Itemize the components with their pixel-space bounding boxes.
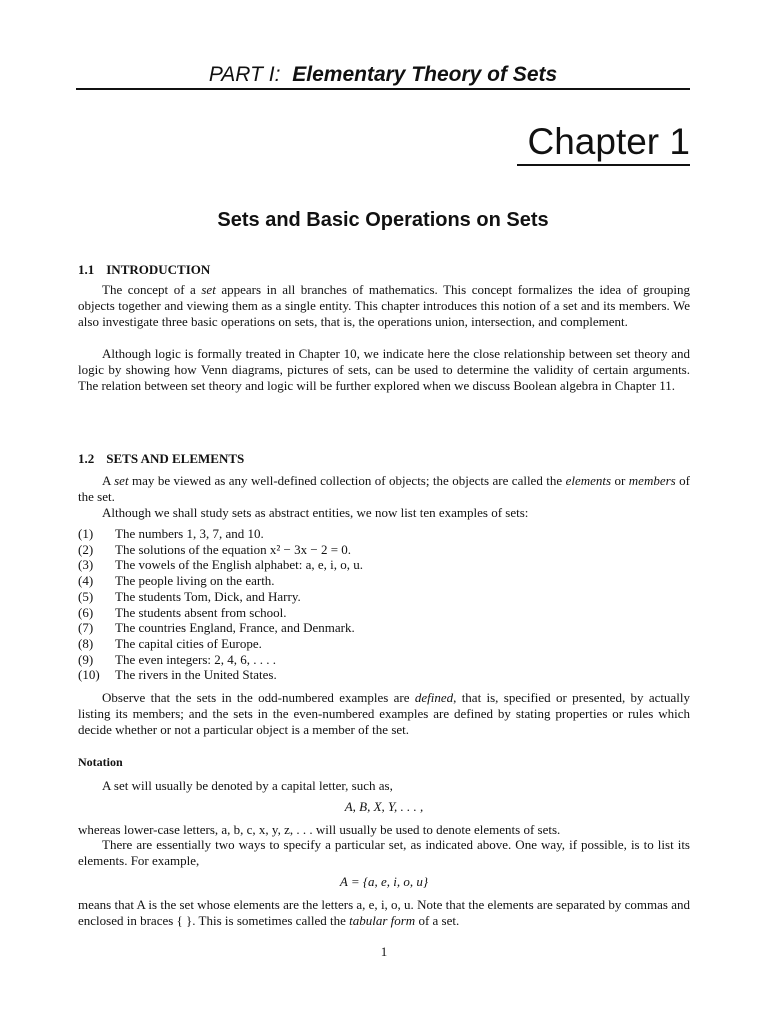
notation-paragraph-3: There are essentially two ways to specify a particular set, as indicated above. One way, if possible, is to list its elements. For example, — [78, 837, 690, 868]
intro-paragraph-1: The concept of a set appears in all branches of mathematics. This concept formalizes the idea of grouping objects together and viewing them as a single entity. This chapter introduces this notion of a set and its members. We also investigate three basic operations on sets, that is, the operations union, intersection, and complement. — [78, 282, 691, 329]
part-header-rule — [76, 88, 690, 90]
list-item: (6) The students absent from school. — [78, 604, 287, 620]
formula-capital-letters: A, B, X, Y, . . . , — [344, 799, 424, 814]
section-title: INTRODUCTION — [106, 262, 211, 277]
section-heading-introduction — [78, 262, 210, 278]
notation-paragraph-2: whereas lower-case letters, a, b, c, x, y, z, . . . will usually be used to denote elements of sets. — [78, 822, 561, 837]
examples-list — [78, 526, 690, 683]
sets-paragraph-1: A set may be viewed as any well-defined collection of objects; the objects are called the elements or members of the set. — [78, 473, 690, 504]
sets-paragraph-3: Observe that the sets in the odd-numbered examples are defined, that is, specified or presented, by actually listing its members; and the sets in the even-numbered examples are defined by stating properties or rules which decide whether or not a particular object is a member of the set. — [78, 690, 690, 737]
list-item: (4) The people living on the earth. — [78, 573, 275, 589]
list-item: (8) The capital cities of Europe. — [78, 635, 262, 651]
list-item: (10) The rivers in the United States. — [78, 667, 277, 683]
list-item: (5) The students Tom, Dick, and Harry. — [78, 588, 301, 604]
list-item: (2) The solutions of the equation x² − 3x − 2 = 0. — [78, 541, 352, 557]
section-number: 1.2 — [78, 451, 95, 466]
intro-paragraph-2: Although logic is formally treated in Chapter 10, we indicate here the close relationship between set theory and logic by showing how Venn diagrams, pictures of sets, can be used to determine the validity of certain arguments. The relation between set theory and logic will be further explored when we discuss Boolean algebra in Chapter 11. — [78, 346, 690, 393]
notation-paragraph-4: means that A is the set whose elements are the letters a, e, i, o, u. Note that the elements are separated by commas and enclosed in braces { }. This is sometimes called the tabular form of a set. — [78, 897, 690, 928]
chapter-title-rule — [517, 164, 690, 166]
page-number: 1 — [380, 944, 388, 959]
part-title: Elementary Theory of Sets — [292, 63, 558, 86]
section-number: 1.1 — [78, 262, 95, 277]
part-label: PART I: — [208, 63, 281, 86]
section-title: SETS AND ELEMENTS — [106, 451, 245, 466]
sets-paragraph-2: Although we shall study sets as abstract entities, we now list ten examples of sets: — [102, 505, 529, 520]
list-item: (7) The countries England, France, and Denmark. — [78, 620, 355, 636]
list-item: (9) The even integers: 2, 4, 6, . . . . — [78, 651, 277, 667]
formula-vowel-set: A = {a, e, i, o, u} — [339, 874, 429, 889]
list-item: (1) The numbers 1, 3, 7, and 10. — [78, 526, 264, 541]
chapter-title: Chapter 1 — [527, 121, 690, 162]
notation-heading: Notation — [78, 755, 123, 769]
chapter-subtitle: Sets and Basic Operations on Sets — [217, 209, 549, 231]
section-heading-sets-and-elements — [78, 451, 244, 467]
notation-paragraph-1: A set will usually be denoted by a capital letter, such as, — [102, 778, 393, 793]
list-item: (3) The vowels of the English alphabet: a, e, i, o, u. — [78, 557, 364, 573]
part-header — [76, 62, 690, 88]
